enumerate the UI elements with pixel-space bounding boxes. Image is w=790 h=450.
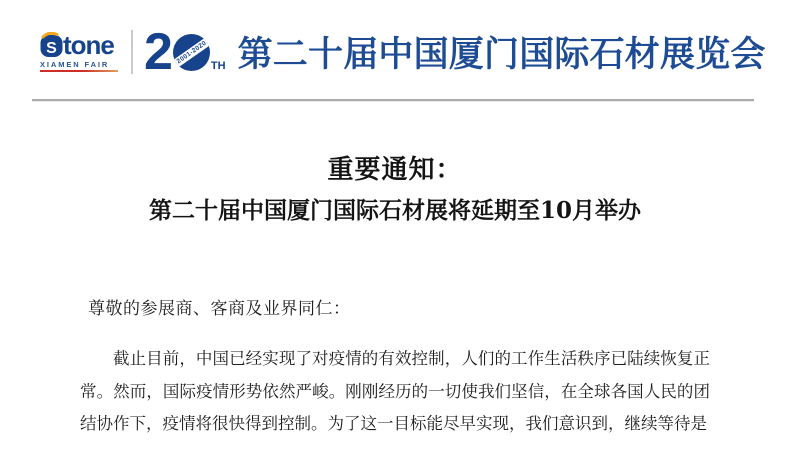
notice-subtitle: 第二十届中国厦门国际石材展将延期至10月举办 [148,197,641,224]
anniversary-years: 2001-2020 [175,39,208,65]
logo-subtitle: XIAMEN FAIR [40,59,110,69]
body-paragraph: 截止目前，中国已经实现了对疫情的有效控制，人们的工作生活秩序已陆续恢复正常。然而，国际疫情形势依然严峻。刚刚经历的一切使我们坚信，在全球各国人民的团结协作下，疫情将很快得到控制。为了这一目标能尽早实现，我们意识到，继续等待是 [80,349,710,433]
salutation: 尊敬的参展商、客商及业界同仁： [88,299,351,319]
fair-title: 第二十届中国厦门国际石材展览会 [237,35,766,74]
stone-s-icon [40,32,63,58]
anniversary-suffix: TH [210,60,226,72]
notice-content [80,0,710,450]
svg-text:S: S [46,39,57,57]
notice-title: 重要通知： [327,155,463,185]
anniversary-number: 2 [144,23,170,81]
logo-wordmark: tone [63,29,114,60]
